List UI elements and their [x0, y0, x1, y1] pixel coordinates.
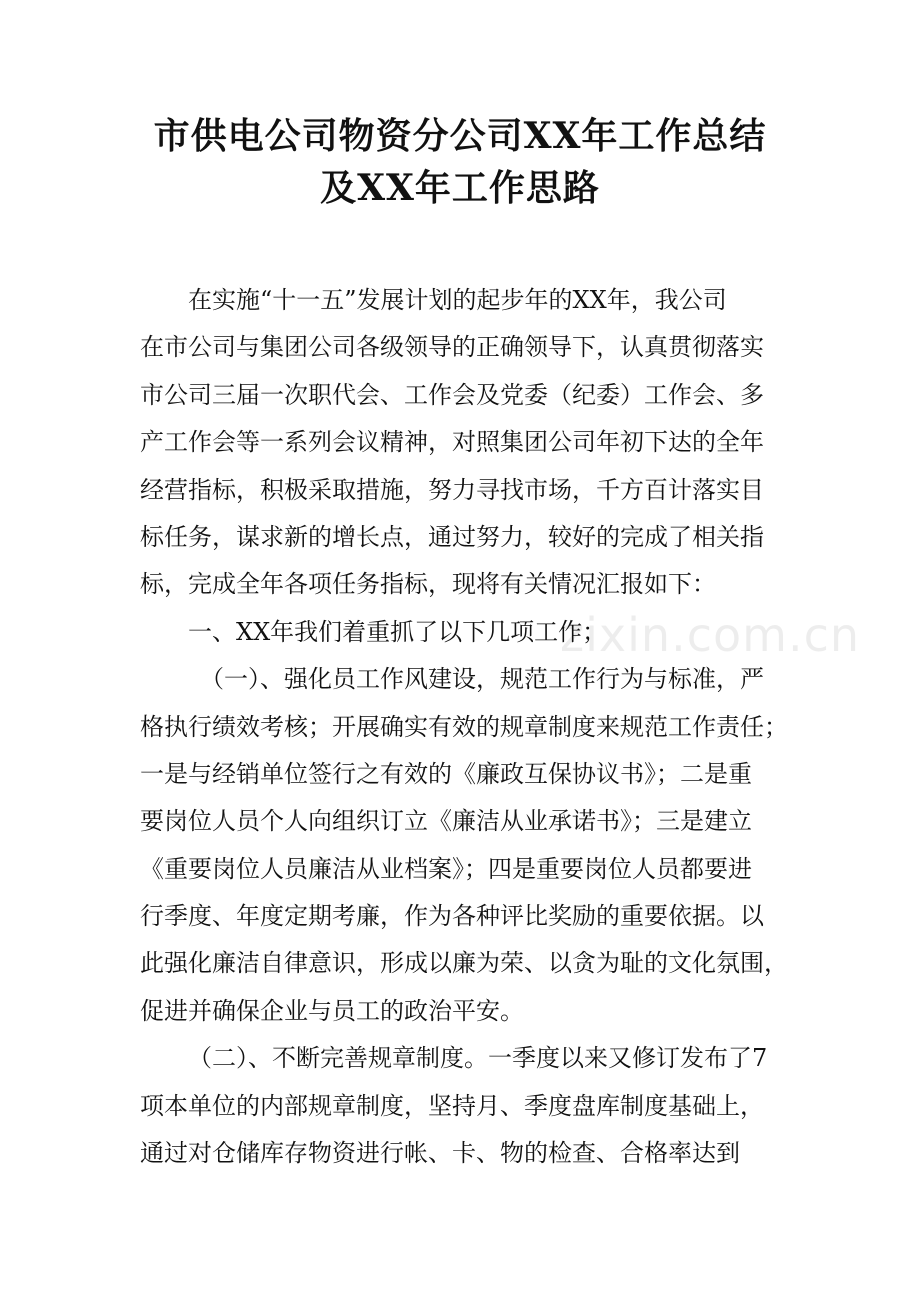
- paragraph-1-line: 产工作会等一系列会议精神，对照集团公司年初下达的全年: [140, 428, 764, 457]
- paragraph-1-line: 在实施“十一五”发展计划的起步年的XX年，我公司: [188, 286, 727, 314]
- watermark: zixin.com.cn: [560, 608, 861, 662]
- section-heading: 一、XX年我们着重抓了以下几项工作；: [188, 617, 607, 646]
- paragraph-2-line: 行季度、年度定期考廉，作为各种评比奖励的重要依据。以: [140, 902, 764, 931]
- title-line-2: 及XX年工作思路: [320, 167, 600, 209]
- paragraph-1-line: 标，完成全年各项任务指标，现将有关情况汇报如下：: [140, 570, 716, 599]
- paragraph-2-line: 促进并确保企业与员工的政治平安。: [140, 996, 524, 1025]
- paragraph-2-line: 格执行绩效考核；开展确实有效的规章制度来规范工作责任；: [140, 712, 788, 741]
- paragraph-1-line: 经营指标，积极采取措施，努力寻找市场，千方百计落实目: [140, 475, 764, 504]
- paragraph-1-line: 标任务，谋求新的增长点，通过努力，较好的完成了相关指: [140, 522, 764, 551]
- paragraph-2-line: （一）、强化员工作风建设，规范工作行为与标准，严: [200, 665, 764, 694]
- title-line-1: 市供电公司物资分公司XX年工作总结: [153, 115, 767, 157]
- paragraph-2-line: 一是与经销单位签行之有效的《廉政互保协议书》；二是重: [140, 759, 752, 788]
- paragraph-3-line: 项本单位的内部规章制度，坚持月、季度盘库制度基础上，: [140, 1091, 764, 1120]
- paragraph-1-line: 在市公司与集团公司各级领导的正确领导下，认真贯彻落实: [140, 333, 764, 362]
- paragraph-2-line: 《重要岗位人员廉洁从业档案》；四是重要岗位人员都要进: [140, 854, 752, 883]
- document-body: [140, 277, 788, 1177]
- paragraph-2-line: 此强化廉洁自律意识，形成以廉为荣、以贪为耻的文化氛围，: [140, 949, 788, 978]
- paragraph-1-line: 市公司三届一次职代会、工作会及党委（纪委）工作会、多: [140, 380, 764, 409]
- paragraph-3-line: 通过对仓储库存物资进行帐、卡、物的检查、合格率达到: [140, 1139, 740, 1168]
- paragraph-2-line: 要岗位人员个人向组织订立《廉洁从业承诺书》；三是建立: [140, 807, 752, 836]
- paragraph-3-line: （二）、不断完善规章制度。一季度以来又修订发布了7: [188, 1044, 768, 1073]
- document-title: [0, 110, 920, 214]
